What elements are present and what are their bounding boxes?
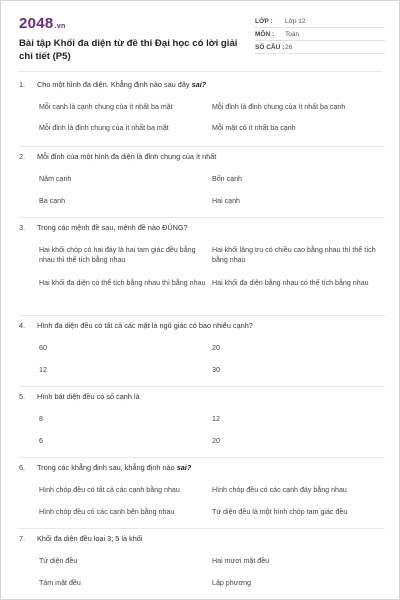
question-5 bbox=[19, 392, 385, 457]
meta-value: 26 bbox=[285, 43, 293, 51]
answer-option[interactable]: Hai khối chóp có hai đáy là hai tam giác đều bằng nhau thì thể tích bằng nhau bbox=[39, 246, 196, 265]
question-number: 7. bbox=[19, 534, 26, 543]
question-divider bbox=[19, 315, 385, 316]
answer-option[interactable]: Hình chóp đều có các cạnh bên bằng nhau bbox=[39, 508, 175, 516]
answer-option[interactable]: Tứ diện đều là một hình chóp tam giác đều bbox=[212, 508, 348, 516]
answer-options bbox=[39, 556, 385, 599]
question-2 bbox=[19, 152, 385, 217]
answer-option[interactable]: Mỗi mặt có ít nhất ba cạnh bbox=[212, 124, 296, 132]
question-text bbox=[37, 80, 385, 102]
answer-option[interactable]: 60 bbox=[39, 344, 47, 352]
page-title: Bài tập Khối đa diện từ đề thi Đại học có lời giải chi tiết (P5) bbox=[19, 38, 238, 62]
question-text: Trong các mệnh đề sau, mệnh đề nào ĐÚNG? bbox=[37, 223, 188, 232]
logo-sub: .vn bbox=[54, 23, 66, 30]
meta-value: Lớp 12 bbox=[285, 17, 306, 25]
answer-option[interactable]: 30 bbox=[212, 366, 220, 374]
answer-option[interactable]: Hai khối lăng trụ có chiều cao bằng nhau thì thể tích bằng nhau bbox=[212, 246, 376, 265]
meta-row-count bbox=[255, 41, 385, 54]
logo-main: 2048 bbox=[19, 15, 54, 32]
header-divider bbox=[19, 71, 381, 72]
answer-option[interactable]: Ba cạnh bbox=[39, 197, 66, 205]
answer-option[interactable]: Hai cạnh bbox=[212, 197, 240, 205]
meta-row-subject bbox=[255, 28, 385, 41]
answer-option[interactable]: 12 bbox=[39, 366, 47, 374]
question-stem: Cho một hình đa diện. Khẳng định nào sau đây bbox=[37, 80, 192, 89]
answer-option[interactable]: Mỗi đỉnh là đỉnh chung của ít nhất ba cạnh bbox=[212, 103, 346, 111]
answer-options bbox=[39, 343, 385, 386]
answer-options bbox=[39, 102, 385, 144]
question-number: 4. bbox=[19, 321, 26, 330]
meta-key: MÔN : bbox=[255, 30, 275, 38]
meta-row-class bbox=[255, 15, 385, 28]
question-number: 5. bbox=[19, 392, 26, 401]
question-stem: Trong các khẳng định sau, khẳng định nào bbox=[37, 463, 177, 472]
answer-options bbox=[39, 174, 385, 217]
meta-info bbox=[255, 15, 385, 54]
question-divider bbox=[19, 386, 385, 387]
question-divider bbox=[19, 528, 385, 529]
answer-option[interactable]: Tám mặt đều bbox=[39, 579, 81, 587]
answer-option[interactable]: Lập phương bbox=[212, 579, 251, 587]
site-logo[interactable] bbox=[19, 15, 239, 32]
answer-option[interactable]: 8 bbox=[39, 415, 43, 423]
answer-option[interactable]: Hình chóp đều có các cạnh đáy bằng nhau bbox=[212, 486, 347, 494]
question-text: Mỗi đỉnh của một hình đa diện là đỉnh chung của ít nhất bbox=[37, 152, 217, 161]
question-6 bbox=[19, 463, 385, 528]
question-text: Khối đa diện đều loại 3; 5 là khối bbox=[37, 534, 143, 543]
answer-option[interactable]: Mỗi đỉnh là đỉnh chung của ít nhất ba mặt bbox=[39, 124, 169, 132]
meta-key: LỚP : bbox=[255, 17, 273, 25]
question-3 bbox=[19, 223, 385, 308]
question-emphasis: sai? bbox=[191, 80, 207, 89]
question-number: 6. bbox=[19, 463, 26, 472]
question-text: Hình bát diện đều có số cạnh là bbox=[37, 392, 140, 401]
question-number: 1. bbox=[19, 80, 26, 89]
question-4 bbox=[19, 321, 385, 386]
answer-option[interactable]: 6 bbox=[39, 437, 43, 445]
answer-options bbox=[39, 245, 385, 308]
answer-option[interactable]: 20 bbox=[212, 437, 220, 445]
answer-option[interactable]: Hai khối đa diện bằng nhau có thể tích bằng nhau bbox=[212, 279, 369, 287]
answer-option[interactable]: 20 bbox=[212, 344, 220, 352]
meta-value: Toán bbox=[285, 30, 300, 38]
question-number: 2. bbox=[19, 152, 26, 161]
answer-option[interactable]: Bốn cạnh bbox=[212, 175, 242, 183]
answer-option[interactable]: Năm cạnh bbox=[39, 175, 72, 183]
header bbox=[19, 15, 239, 63]
answer-options bbox=[39, 414, 385, 457]
question-divider bbox=[19, 217, 385, 218]
answer-option[interactable]: 12 bbox=[212, 415, 220, 423]
meta-key: SỐ CÂU : bbox=[255, 43, 285, 51]
answer-option[interactable]: Hai mươi mặt đều bbox=[212, 557, 270, 565]
question-1 bbox=[19, 80, 385, 144]
question-text: Hình đa diện đều có tất cả các mặt là ngũ giác có bao nhiêu cạnh? bbox=[37, 321, 253, 330]
answer-options bbox=[39, 485, 385, 528]
question-text bbox=[37, 463, 385, 485]
answer-option[interactable]: Hình chóp đều có tất cả các cạnh bằng nhau bbox=[39, 486, 180, 494]
question-divider bbox=[19, 457, 385, 458]
question-number: 3. bbox=[19, 223, 26, 232]
question-divider bbox=[19, 146, 385, 147]
answer-option[interactable]: Mỗi cạnh là cạnh chung của ít nhất ba mặt bbox=[39, 103, 173, 111]
question-7 bbox=[19, 534, 385, 599]
answer-option[interactable]: Tứ diện đều bbox=[39, 557, 78, 565]
question-emphasis: sai? bbox=[176, 463, 192, 472]
answer-option[interactable]: Hai khối đa diện có thể tích bằng nhau thì bằng nhau bbox=[39, 279, 206, 287]
